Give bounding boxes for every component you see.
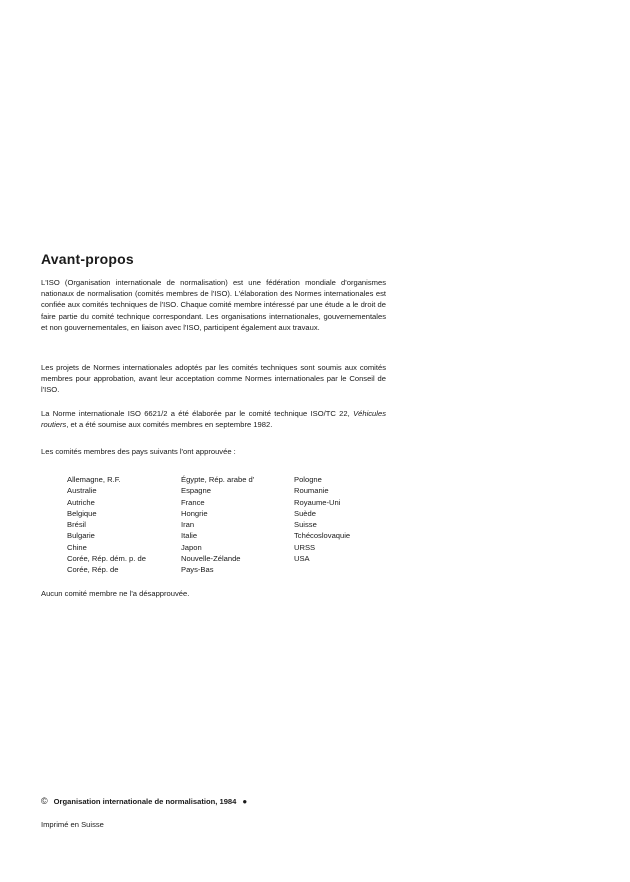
paragraph-no-disapproval: Aucun comité membre ne l'a désapprouvée. xyxy=(41,589,190,598)
country-item: Tchécoslovaquie xyxy=(294,531,351,541)
country-item: Allemagne, R.F. xyxy=(67,475,121,484)
country-item: Bulgarie xyxy=(67,531,95,541)
standard-origin-rest: , et a été soumise aux comités membres en septembre 1982. xyxy=(66,420,273,430)
paragraph-approval-process: Les projets de Normes internationales adoptés par les comités techniques sont soumis aux comités membres pour approbation, avant leur acceptation comme Normes internationales par le Conseil de l'ISO. xyxy=(41,363,386,395)
paragraph-standard-origin xyxy=(41,408,386,430)
bullet-icon: ● xyxy=(242,796,248,806)
page-title: Avant-propos xyxy=(41,251,134,267)
country-item: Japon xyxy=(181,542,202,552)
country-item: URSS xyxy=(294,542,316,552)
paragraph-iso-intro: L'ISO (Organisation internationale de normalisation) est une fédération mondiale d'organismes nationaux de normalisation (comités membres de l'ISO). L'élaboration des Normes internationales est confiée aux comités techniques de l'ISO. Chaque comité membre intéressé par une étude a le droit de faire partie du comité technique correspondant. Les organisations internationales, gouvernementales et non gouvernementales, en liaison avec l'ISO, participent également aux travaux. xyxy=(41,278,386,332)
country-item: Brésil xyxy=(67,520,86,530)
country-item: France xyxy=(181,497,205,507)
country-item: Autriche xyxy=(67,497,95,507)
paragraph-approving-members: Les comités membres des pays suivants l'ont approuvée : xyxy=(41,447,236,456)
copyright-icon: © xyxy=(41,796,48,806)
country-item: Belgique xyxy=(67,508,97,518)
country-item: Hongrie xyxy=(181,508,208,518)
standard-origin-line1: La Norme internationale ISO 6621/2 a été élaborée par le comité technique ISO/TC 22, xyxy=(41,409,350,418)
country-item: Chine xyxy=(67,542,87,552)
country-item: Espagne xyxy=(181,486,211,496)
country-list-col2 xyxy=(181,474,254,576)
country-item: Roumanie xyxy=(294,486,329,496)
country-item: Suisse xyxy=(294,520,317,530)
country-item: Iran xyxy=(181,520,195,530)
country-item: Pays-Bas xyxy=(181,565,214,575)
copyright-footer xyxy=(41,796,247,806)
printed-in: Imprimé en Suisse xyxy=(41,820,104,829)
country-item: Suède xyxy=(294,508,316,518)
country-list-col3 xyxy=(294,474,350,564)
country-item: Royaume-Uni xyxy=(294,497,341,507)
committee-title: Véhicules routiers xyxy=(41,409,386,430)
country-item: Corée, Rép. dém. p. de xyxy=(67,554,146,564)
country-item: USA xyxy=(294,554,310,564)
country-item: Nouvelle-Zélande xyxy=(181,554,241,564)
country-list-col1 xyxy=(67,474,146,576)
country-item: Australie xyxy=(67,486,97,496)
country-item: Égypte, Rép. arabe d' xyxy=(181,475,255,484)
country-item: Pologne xyxy=(294,475,322,484)
country-item: Corée, Rép. de xyxy=(67,565,119,575)
country-item: Italie xyxy=(181,531,198,541)
copyright-text: Organisation internationale de normalisation, 1984 xyxy=(53,796,237,806)
